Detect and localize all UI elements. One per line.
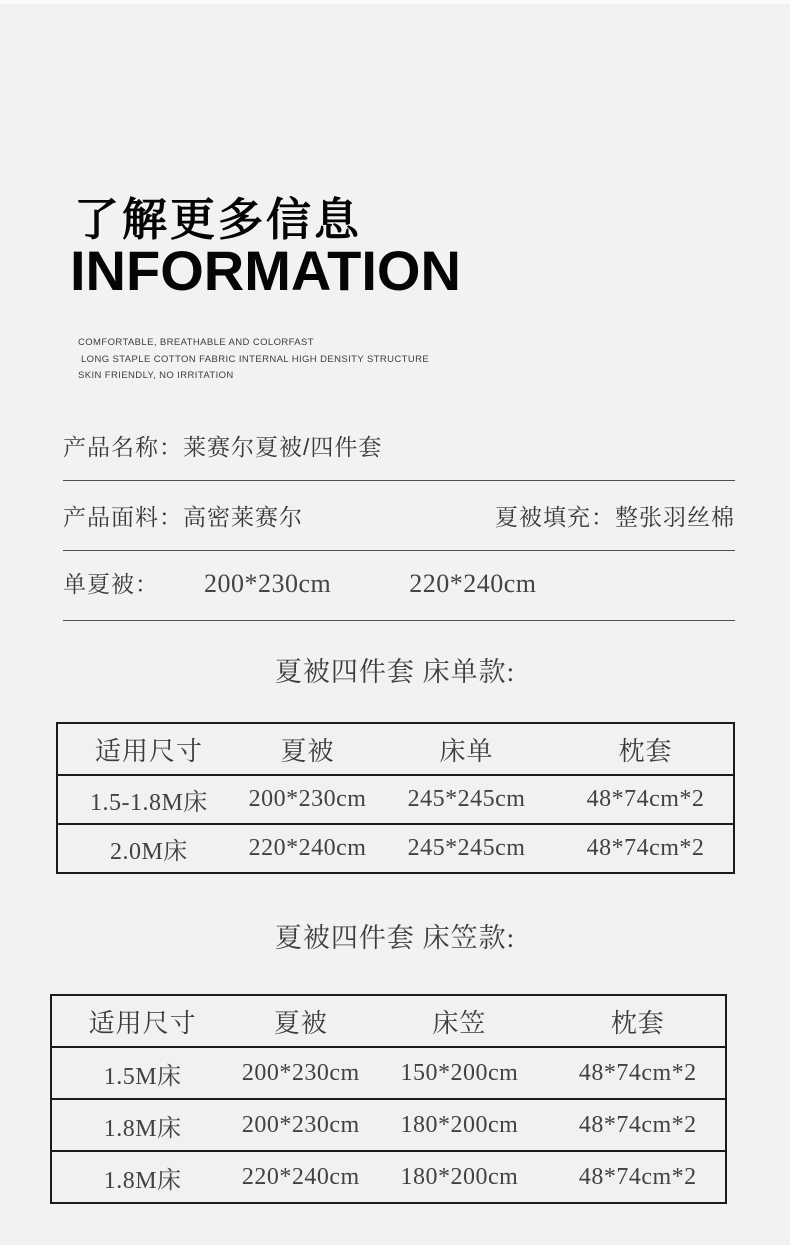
table-cell: 200*230cm bbox=[240, 775, 375, 824]
filling-value: 整张羽丝棉 bbox=[615, 504, 735, 530]
fabric-value: 高密莱赛尔 bbox=[183, 504, 303, 530]
table-row bbox=[57, 775, 734, 824]
single-quilt-size-2: 220*240cm bbox=[409, 569, 537, 598]
table-header-row bbox=[57, 723, 734, 775]
table-cell: 245*245cm bbox=[375, 775, 558, 824]
subtitle-line-2: LONG STAPLE COTTON FABRIC INTERNAL HIGH DENSITY STRUCTURE bbox=[81, 353, 430, 365]
table-cell: 180*200cm bbox=[368, 1151, 550, 1203]
column-header: 枕套 bbox=[551, 995, 727, 1047]
table-cell: 200*230cm bbox=[233, 1099, 368, 1151]
filling-label: 夏被填充： bbox=[495, 504, 615, 530]
table-cell: 245*245cm bbox=[375, 824, 558, 873]
table-cell: 200*230cm bbox=[233, 1047, 368, 1099]
top-strip bbox=[0, 0, 790, 4]
table-1-title: 夏被四件套 床单款: bbox=[274, 657, 516, 687]
page-title-english: INFORMATION bbox=[70, 239, 461, 302]
table-row bbox=[51, 1151, 726, 1203]
spec-row-product-name bbox=[63, 429, 735, 481]
table-cell: 1.8M床 bbox=[51, 1099, 233, 1151]
table-cell: 1.8M床 bbox=[51, 1151, 233, 1203]
column-header: 枕套 bbox=[558, 723, 734, 775]
filling-pair bbox=[495, 499, 735, 550]
table-cell: 1.5M床 bbox=[51, 1047, 233, 1099]
table-2-title: 夏被四件套 床笠款: bbox=[274, 923, 516, 953]
table-cell: 220*240cm bbox=[233, 1151, 368, 1203]
single-quilt-label: 单夏被： bbox=[63, 571, 159, 597]
subtitle-line-1: COMFORTABLE, BREATHABLE AND COLORFAST bbox=[78, 337, 314, 348]
fabric-pair bbox=[63, 499, 303, 550]
table-cell: 1.5-1.8M床 bbox=[57, 775, 240, 824]
table-header-row bbox=[51, 995, 726, 1047]
table-row bbox=[57, 824, 734, 873]
table-cell: 150*200cm bbox=[368, 1047, 550, 1099]
table-cell: 48*74cm*2 bbox=[551, 1151, 727, 1203]
sheet-style-size-table bbox=[56, 722, 735, 874]
subtitle-line-3: SKIN FRIENDLY, NO IRRITATION bbox=[78, 370, 234, 381]
product-name-value: 莱赛尔夏被/四件套 bbox=[183, 434, 383, 460]
spec-row-single-quilt bbox=[63, 566, 735, 621]
table-cell: 2.0M床 bbox=[57, 824, 240, 873]
table-cell: 48*74cm*2 bbox=[551, 1047, 727, 1099]
table-row bbox=[51, 1099, 726, 1151]
fitted-sheet-style-size-table bbox=[50, 994, 727, 1204]
fabric-label: 产品面料： bbox=[63, 504, 183, 530]
column-header: 夏被 bbox=[240, 723, 375, 775]
column-header: 床笠 bbox=[368, 995, 550, 1047]
column-header: 夏被 bbox=[233, 995, 368, 1047]
table-cell: 180*200cm bbox=[368, 1099, 550, 1151]
single-quilt-size-1: 200*230cm bbox=[204, 569, 332, 598]
table-cell: 220*240cm bbox=[240, 824, 375, 873]
subtitle-block bbox=[78, 335, 429, 385]
spec-row-fabric-filling bbox=[63, 499, 735, 551]
table-cell: 48*74cm*2 bbox=[558, 775, 734, 824]
table-cell: 48*74cm*2 bbox=[558, 824, 734, 873]
product-name-label: 产品名称： bbox=[63, 434, 183, 460]
table-cell: 48*74cm*2 bbox=[551, 1099, 727, 1151]
column-header: 适用尺寸 bbox=[51, 995, 233, 1047]
column-header: 床单 bbox=[375, 723, 558, 775]
column-header: 适用尺寸 bbox=[57, 723, 240, 775]
page-title-chinese: 了解更多信息 bbox=[74, 194, 363, 245]
table-row bbox=[51, 1047, 726, 1099]
